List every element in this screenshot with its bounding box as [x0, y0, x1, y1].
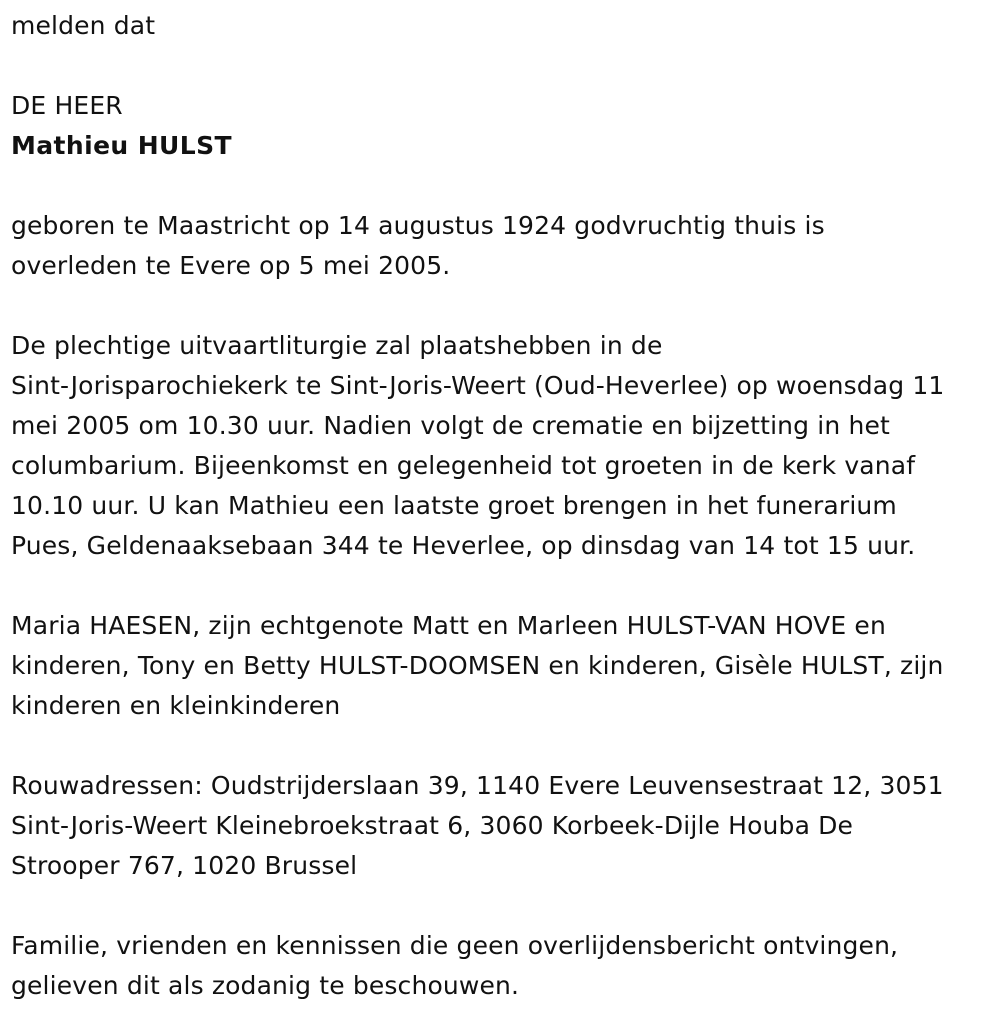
deceased-name: Mathieu HULST: [11, 131, 232, 160]
spacer: [11, 286, 990, 326]
intro-text: melden dat: [11, 11, 156, 40]
paragraph-line: mei 2005 om 10.30 uur. Nadien volgt de crematie en bijzetting in het: [11, 411, 890, 440]
paragraph-line: geboren te Maastricht op 14 augustus 1924 godvruchtig thuis is: [11, 211, 825, 240]
birth-death-paragraph: [11, 206, 990, 286]
addresses-paragraph: [11, 766, 990, 886]
family-paragraph: [11, 606, 990, 726]
paragraph-line: Rouwadressen: Oudstrijderslaan 39, 1140 Evere Leuvensestraat 12, 3051: [11, 771, 944, 800]
paragraph-line: Pues, Geldenaaksebaan 344 te Heverlee, op dinsdag van 14 tot 15 uur.: [11, 531, 916, 560]
paragraph-line: De plechtige uitvaartliturgie zal plaatshebben in de: [11, 331, 663, 360]
spacer: [11, 46, 990, 86]
honorific-title: DE HEER: [11, 91, 123, 120]
paragraph-line: kinderen, Tony en Betty HULST-DOOMSEN en kinderen, Gisèle HULST, zijn: [11, 651, 944, 680]
paragraph-line: Maria HAESEN, zijn echtgenote Matt en Marleen HULST-VAN HOVE en: [11, 611, 886, 640]
spacer: [11, 886, 990, 926]
paragraph-line: Sint-Joris-Weert Kleinebroekstraat 6, 3060 Korbeek-Dijle Houba De: [11, 811, 854, 840]
paragraph-line: kinderen en kleinkinderen: [11, 691, 341, 720]
paragraph-line: 10.10 uur. U kan Mathieu een laatste groet brengen in het funerarium: [11, 491, 897, 520]
spacer: [11, 566, 990, 606]
paragraph-line: Familie, vrienden en kennissen die geen overlijdensbericht ontvingen,: [11, 931, 899, 960]
paragraph-line: gelieven dit als zodanig te beschouwen.: [11, 971, 520, 1000]
paragraph-line: overleden te Evere op 5 mei 2005.: [11, 251, 451, 280]
ceremony-paragraph: [11, 326, 990, 566]
spacer: [11, 166, 990, 206]
closing-paragraph: [11, 926, 990, 1006]
paragraph-line: Strooper 767, 1020 Brussel: [11, 851, 358, 880]
spacer: [11, 726, 990, 766]
paragraph-line: columbarium. Bijeenkomst en gelegenheid tot groeten in de kerk vanaf: [11, 451, 916, 480]
paragraph-line: Sint-Jorisparochiekerk te Sint-Joris-Weert (Oud-Heverlee) op woensdag 11: [11, 371, 945, 400]
